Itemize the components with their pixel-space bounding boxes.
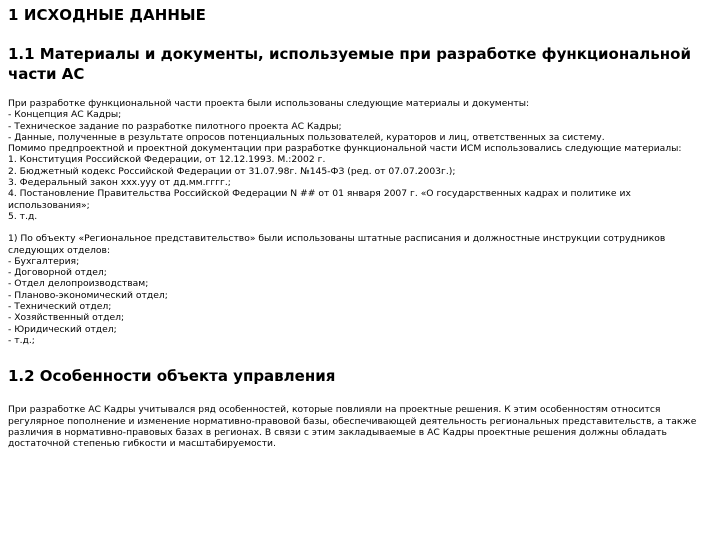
list-item: 2. Бюджетный кодекс Российской Федерации от 31.07.98г. №145-ФЗ (ред. от 07.07.2003г.);	[8, 165, 456, 177]
materials-intro: При разработке функциональной части проекта были использованы следующие материалы и документы:	[8, 98, 530, 109]
list-item: 1. Конституция Российской Федерации, от 12.12.1993. М.:2002 г.	[8, 154, 326, 166]
list-item: - Данные, полученные в результате опросов потенциальных пользователей, кураторов и лиц, ответственных за систему.	[8, 131, 605, 143]
list-item: - Юридический отдел;	[8, 323, 117, 335]
list-item: 3. Федеральный закон ххх.ууу от дд.мм.гггг.;	[8, 177, 231, 189]
list-item: - Бухгалтерия;	[8, 255, 80, 267]
section-1-1-heading: 1.1 Материалы и документы, используемые при разработке функциональной части АС	[8, 45, 691, 83]
list-item: - Технический отдел;	[8, 301, 112, 313]
departments-list-block	[8, 233, 712, 346]
features-paragraph: При разработке АС Кадры учитывался ряд особенностей, которые повлияли на проектные решения. К этим особенностям относится регулярное пополнение и изменение нормативно-правовой базы, обеспечивающей деятельность региональных представительств, а также различия в нормативно-правовых базах в регионах. В связи с этим закладываемые в АС Кадры проектные решения должны обладать достаточной степенью гибкости и масштабируемости.	[8, 404, 697, 450]
list-item: 4. Постановление Правительства Российской Федерации N ## от 01 января 2007 г. «О государственных кадрах и политике их использования»;	[8, 188, 631, 211]
list-item: - Концепция АС Кадры;	[8, 109, 122, 121]
document-page	[8, 6, 712, 449]
list-item: 5. т.д.	[8, 210, 38, 222]
list-item: - Техническое задание по разработке пилотного проекта АС Кадры;	[8, 120, 342, 132]
section-1-heading: 1 ИСХОДНЫЕ ДАННЫЕ	[8, 6, 207, 24]
additional-materials-intro: Помимо предпроектной и проектной документации при разработке функциональной части ИСМ использовались следующие материалы:	[8, 143, 682, 155]
list-item: - Отдел делопроизводствам;	[8, 278, 149, 290]
list-item: - Хозяйственный отдел;	[8, 312, 125, 324]
list-item: - Планово-экономический отдел;	[8, 289, 168, 301]
list-item: - т.д.;	[8, 334, 35, 346]
materials-list-block	[8, 98, 712, 222]
section-1-2-heading: 1.2 Особенности объекта управления	[8, 367, 336, 386]
list-item: - Договорной отдел;	[8, 267, 107, 279]
departments-intro: 1) По объекту «Региональное представительство» были использованы штатные расписания и должностные инструкции сотрудников следующих отделов:	[8, 233, 666, 256]
